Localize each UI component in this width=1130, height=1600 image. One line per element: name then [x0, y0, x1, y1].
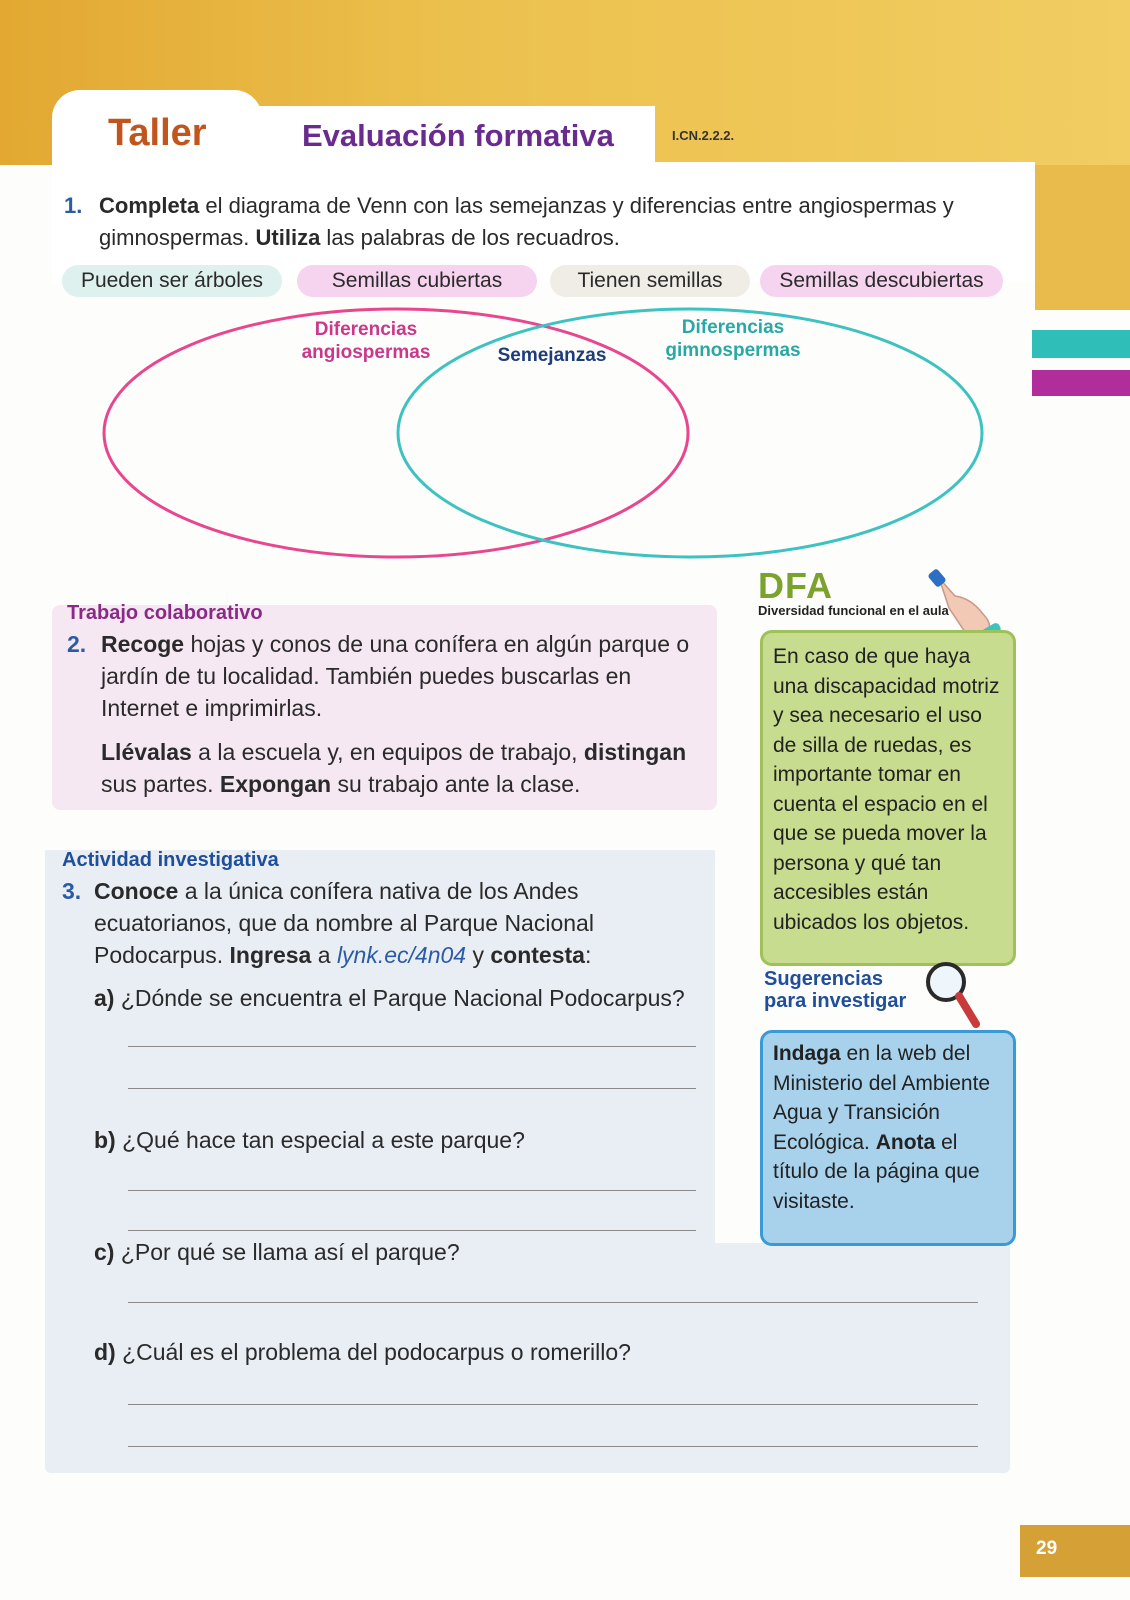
- trabajo-title: Trabajo colaborativo: [67, 602, 263, 624]
- sub-question-letter: a): [94, 985, 115, 1011]
- instruction-text: el título de la página que visitaste.: [773, 1130, 980, 1213]
- side-tab-magenta: [1032, 370, 1130, 396]
- word-chip-label: Semillas descubiertas: [779, 269, 984, 292]
- question-number: 1.: [64, 193, 83, 218]
- word-chip-label: Semillas cubiertas: [331, 269, 503, 292]
- instruction-verb: Expongan: [219, 771, 332, 797]
- instruction-text: sus partes.: [101, 771, 220, 797]
- sub-question-text: ¿Dónde se encuentra el Parque Nacional Podocarpus?: [120, 985, 685, 1011]
- answer-line[interactable]: [128, 1190, 696, 1191]
- answer-line[interactable]: [128, 1404, 978, 1405]
- answer-line[interactable]: [128, 1046, 696, 1047]
- venn-left-label: angiospermas: [301, 342, 431, 363]
- dfa-text: En caso de que haya una discapacidad motriz y sea necesario el uso de silla de ruedas, es importante tomar en cuenta el espacio en el que se pueda mover la persona y qué tan accesibles están ubicados los objetos.: [773, 645, 1000, 934]
- venn-right-label: gimnospermas: [665, 340, 801, 361]
- section-title: Evaluación formativa: [302, 118, 614, 153]
- instruction-verb: Recoge: [101, 631, 185, 657]
- instruction-verb: contesta: [490, 942, 585, 968]
- header-band-right: [1035, 165, 1130, 310]
- magnifying-glass-icon: [922, 958, 984, 1032]
- instruction-text: las palabras de los recuadros.: [320, 225, 620, 250]
- instruction-text: su trabajo ante la clase.: [331, 771, 581, 797]
- venn-left-label: Diferencias: [314, 319, 418, 340]
- word-chip[interactable]: [297, 265, 537, 297]
- sub-question-b: [94, 1124, 525, 1156]
- sugerencias-text: [763, 1033, 1013, 1216]
- sub-question-text: ¿Qué hace tan especial a este parque?: [122, 1127, 525, 1153]
- word-chip[interactable]: [550, 265, 750, 297]
- instruction-verb: Utiliza: [255, 225, 321, 250]
- curriculum-code: I.CN.2.2.2.: [672, 128, 735, 143]
- question-2: [67, 628, 707, 797]
- question-1: [64, 190, 994, 250]
- venn-diagram[interactable]: [90, 305, 1000, 570]
- instruction-text: el diagrama de Venn con las semejanzas y diferencias entre angiospermas y gimnospermas.: [99, 193, 954, 250]
- dfa-title: DFA: [758, 565, 833, 606]
- answer-line[interactable]: [128, 1088, 696, 1089]
- sub-question-text: ¿Por qué se llama así el parque?: [120, 1239, 460, 1265]
- venn-right-label: Diferencias: [681, 317, 785, 338]
- question-number: 3.: [62, 878, 82, 904]
- word-chip[interactable]: [760, 265, 1003, 297]
- question-3: [62, 875, 712, 968]
- sugerencias-title-line: para investigar: [764, 990, 907, 1012]
- word-chip-label: Tienen semillas: [577, 269, 723, 292]
- answer-line[interactable]: [128, 1446, 978, 1447]
- instruction-verb: Anota: [875, 1130, 936, 1154]
- instruction-text: a la escuela y, en equipos de trabajo,: [191, 739, 584, 765]
- instruction-text: hojas y conos de una conífera en algún parque o jardín de tu localidad. También puedes buscarlas en Internet e imprimirlas.: [101, 631, 690, 721]
- page-number: 29: [1036, 1538, 1058, 1559]
- instruction-text: y: [466, 942, 491, 968]
- sugerencias-title-line: Sugerencias: [764, 968, 883, 990]
- answer-line[interactable]: [128, 1302, 978, 1303]
- sub-question-c: [94, 1236, 460, 1268]
- instruction-text: a la única conífera nativa de los Andes ecuatorianos, que da nombre al Parque Nacional Podocarpus.: [94, 878, 594, 968]
- word-chip-label: Pueden ser árboles: [80, 269, 264, 292]
- side-tab-teal: [1032, 330, 1130, 358]
- instruction-verb: Llévalas: [101, 739, 192, 765]
- answer-line[interactable]: [128, 1230, 696, 1231]
- tab-label: Taller: [108, 112, 207, 154]
- sub-question-text: ¿Cuál es el problema del podocarpus o romerillo?: [122, 1339, 631, 1365]
- sub-question-letter: c): [94, 1239, 115, 1265]
- question-number: 2.: [67, 631, 87, 657]
- instruction-verb: distingan: [583, 739, 687, 765]
- dfa-subtitle: Diversidad funcional en el aula: [758, 603, 949, 618]
- sugerencias-box: [760, 1030, 1016, 1246]
- instruction-text: :: [584, 942, 592, 968]
- word-chip[interactable]: [62, 265, 282, 297]
- sugerencias-title: [764, 968, 906, 1012]
- instruction-verb: Completa: [99, 193, 200, 218]
- actividad-title: Actividad investigativa: [62, 849, 279, 871]
- instruction-text: a: [311, 942, 337, 968]
- instruction-verb: Ingresa: [229, 942, 312, 968]
- instruction-text: en la web del Ministerio del Ambiente Agua y Transición Ecológica.: [773, 1042, 991, 1154]
- venn-center-label: Semejanzas: [497, 345, 607, 366]
- sub-question-d: [94, 1336, 631, 1368]
- sub-question-letter: b): [94, 1127, 116, 1153]
- instruction-verb: Conoce: [94, 878, 179, 904]
- dfa-box: [760, 630, 1016, 966]
- resource-link[interactable]: lynk.ec/4n04: [336, 942, 467, 968]
- sub-question-letter: d): [94, 1339, 116, 1365]
- sub-question-a: [94, 982, 685, 1014]
- instruction-verb: Indaga: [773, 1042, 841, 1065]
